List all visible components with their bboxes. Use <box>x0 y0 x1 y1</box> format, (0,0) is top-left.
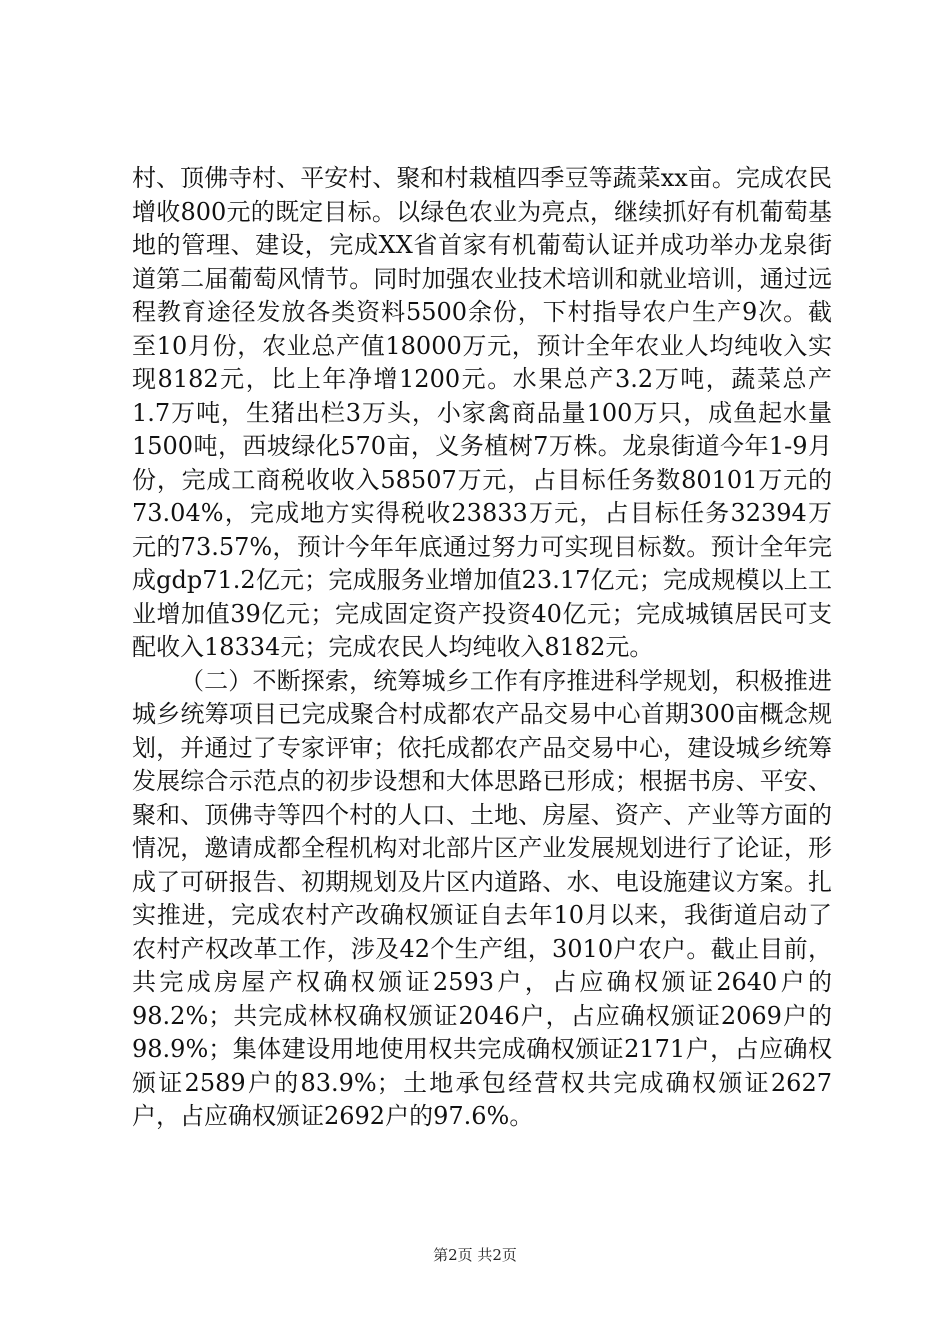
page-footer: 第2页 共2页 <box>433 1246 517 1264</box>
document-body <box>132 162 832 1134</box>
paragraph-urban-rural-planning: （二）不断探索，统筹城乡工作有序推进科学规划，积极推进城乡统筹项目已完成聚合村成都农产品交易中心首期300亩概念规划，并通过了专家评审；依托成都农产品交易中心，建设城乡统筹发展综合示范点的初步设想和大体思路已形成；根据书房、平安、聚和、顶佛寺等四个村的人口、土地、房屋、资产、产业等方面的情况，邀请成都全程机构对北部片区产业发展规划进行了论证，形成了可研报告、初期规划及片区内道路、水、电设施建议方案。扎实推进，完成农村产改确权颁证自去年10月以来，我街道启动了农村产权改革工作，涉及42个生产组，3010户农户。截止目前，共完成房屋产权确权颁证2593户，占应确权颁证2640户的98.2%；共完成林权确权颁证2046户，占应确权颁证2069户的98.9%；集体建设用地使用权共完成确权颁证2171户，占应确权颁证2589户的83.9%；土地承包经营权共完成确权颁证2627户，占应确权颁证2692户的97.6%。 <box>132 666 832 1130</box>
paragraph-agriculture-summary: 村、顶佛寺村、平安村、聚和村栽植四季豆等蔬菜xx亩。完成农民增收800元的既定目标。以绿色农业为亮点，继续抓好有机葡萄基地的管理、建设，完成XX省首家有机葡萄认证并成功举办龙泉街道第二届葡萄风情节。同时加强农业技术培训和就业培训，通过远程教育途径发放各类资料5500余份，下村指导农户生产9次。截至10月份，农业总产值18000万元，预计全年农业人均纯收入实现8182元，比上年净增1200元。水果总产3.2万吨，蔬菜总产1.7万吨，生猪出栏3万头，小家禽商品量100万只，成鱼起水量1500吨，西坡绿化570亩，义务植树7万株。龙泉街道今年1-9月份，完成工商税收收入58507万元，占目标任务数80101万元的73.04%，完成地方实得税收23833万元，占目标任务32394万元的73.57%，预计今年年底通过努力可实现目标数。预计全年完成gdp71.2亿元；完成服务业增加值23.17亿元；完成规模以上工业增加值39亿元；完成固定资产投资40亿元；完成城镇居民可支配收入18334元；完成农民人均纯收入8182元。 <box>132 164 832 661</box>
